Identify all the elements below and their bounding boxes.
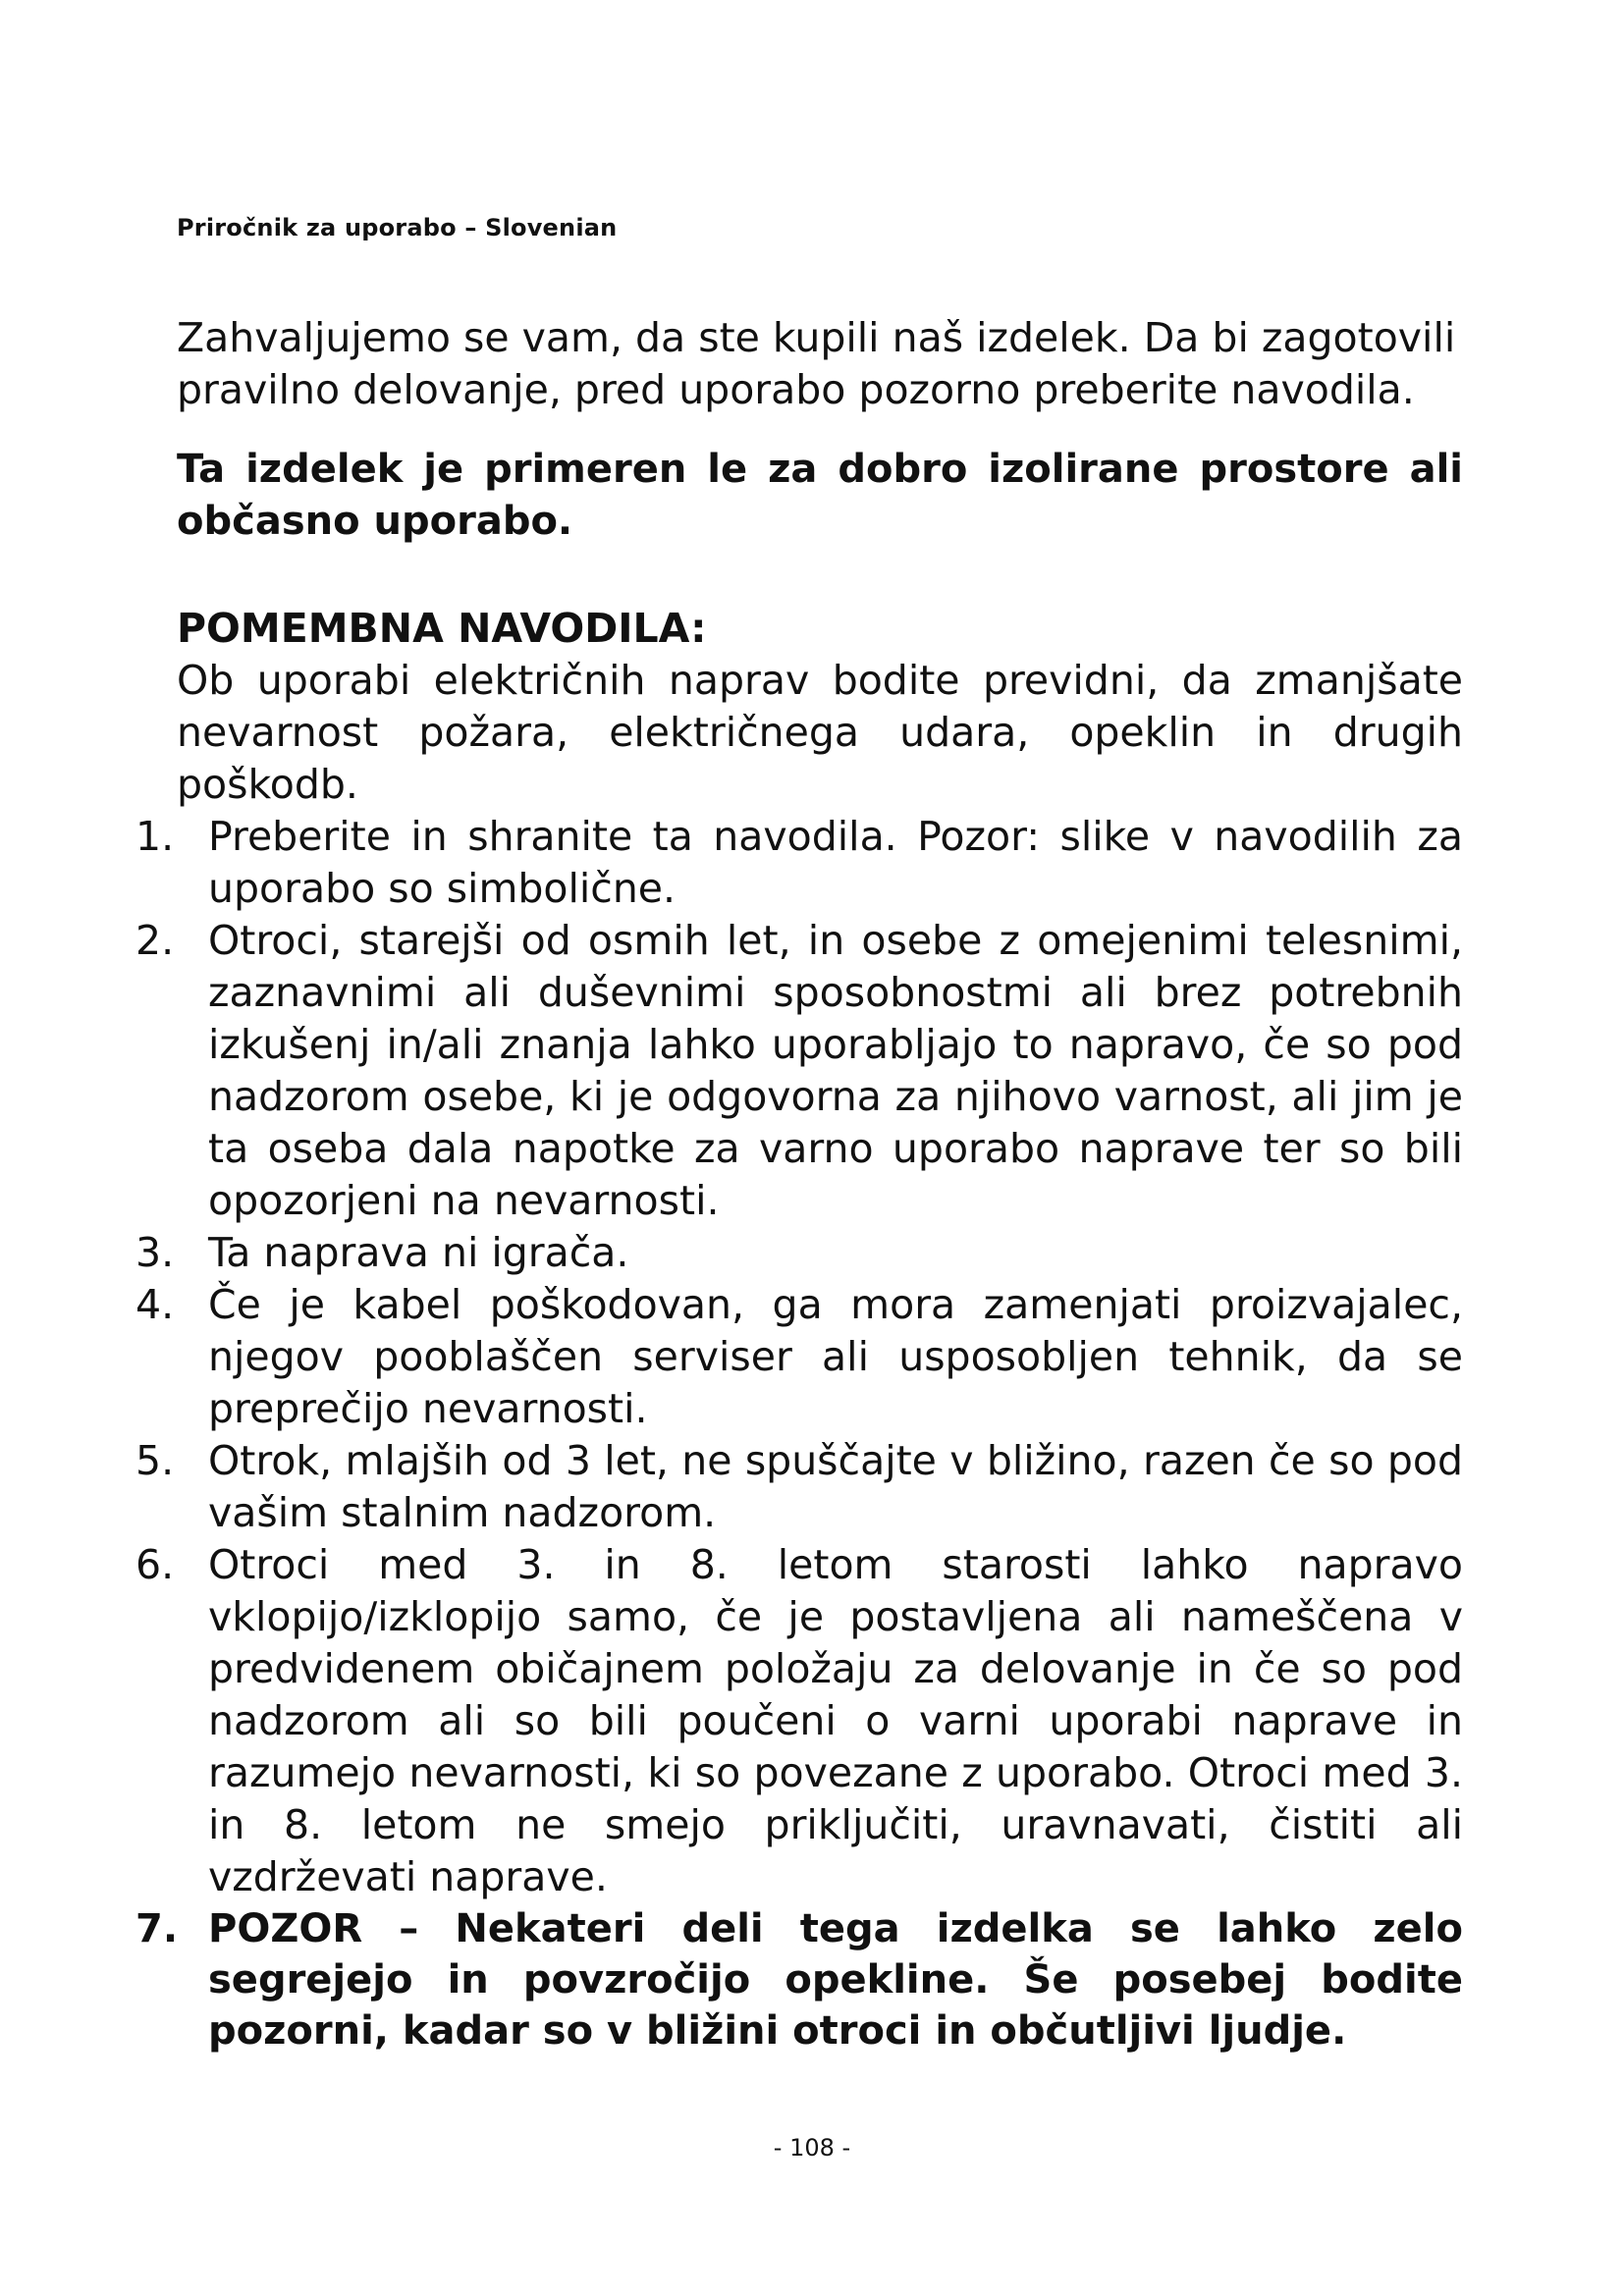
list-item-number: 4. [135,1281,175,1328]
intro-paragraph: Zahvaljujemo se vam, da ste kupili naš izdelek. Da bi zagotovili pravilno delovanje, pred uporabo pozorno preberite navodila. [177,314,1456,413]
list-item-text: Otroci, starejši od osmih let, in osebe z omejenimi telesnimi, zaznavnimi ali duševnimi sposobnostmi ali brez potrebnih izkušenj in/ali znanja lahko uporabljajo to napravo, če so pod nadzorom osebe, ki je odgovorna za njihovo varnost, ali jim je ta oseba dala napotke za varno uporabo naprave ter so bili opozorjeni na nevarnosti. [208,917,1463,1224]
list-item-number: 7. [135,1906,179,1951]
list-item [135,1539,1463,1903]
page-number: - 108 - [773,2134,851,2162]
list-item-number: 1. [135,813,175,860]
list-item-text: Otroci med 3. in 8. letom starosti lahko napravo vklopijo/izklopijo samo, če je postavljena ali nameščena v predvidenem običajnem položaju za delovanje in če so pod nadzorom ali so bili poučeni o varni uporabi naprave in razumejo nevarnosti, ki so povezane z uporabo. Otroci med 3. in 8. letom ne smejo priključiti, uravnavati, čistiti ali vzdrževati naprave. [208,1541,1463,1900]
list-item-number: 5. [135,1437,175,1484]
list-item-number: 6. [135,1541,175,1588]
important-instructions-text: Ob uporabi električnih naprav bodite previdni, da zmanjšate nevarnost požara, električnega udara, opeklin in drugih poškodb. [177,657,1463,808]
list-item [135,915,1463,1227]
page-content [135,312,1463,2056]
important-instructions-title: POMEMBNA NAVODILA: [177,605,707,652]
safety-rules-list [135,811,1463,2056]
usage-notice: Ta izdelek je primeren le za dobro izolirane prostore ali občasno uporabo. [177,447,1463,544]
list-item-text: Če je kabel poškodovan, ga mora zamenjati proizvajalec, njegov pooblaščen serviser ali usposobljen tehnik, da se preprečijo nevarnosti. [208,1281,1463,1432]
list-item-text: Ta naprava ni igrača. [208,1229,629,1276]
list-item-text: POZOR – Nekateri deli tega izdelka se lahko zelo segrejejo in povzročijo opekline. Še posebej bodite pozorni, kadar so v bližini otroci in občutljivi ljudje. [208,1906,1463,2054]
list-item-warning [135,1903,1463,2056]
list-item-text: Otrok, mlajših od 3 let, ne spuščajte v bližino, razen če so pod vašim stalnim nadzorom. [208,1437,1463,1536]
list-item [135,1227,1463,1279]
list-item-text: Preberite in shranite ta navodila. Pozor: slike v navodilih za uporabo so simbolične. [208,813,1463,912]
manual-header: Priročnik za uporabo – Slovenian [177,214,618,241]
list-item [135,811,1463,915]
list-item-number: 2. [135,917,175,964]
list-item-number: 3. [135,1229,175,1276]
list-item [135,1435,1463,1539]
list-item [135,1279,1463,1435]
